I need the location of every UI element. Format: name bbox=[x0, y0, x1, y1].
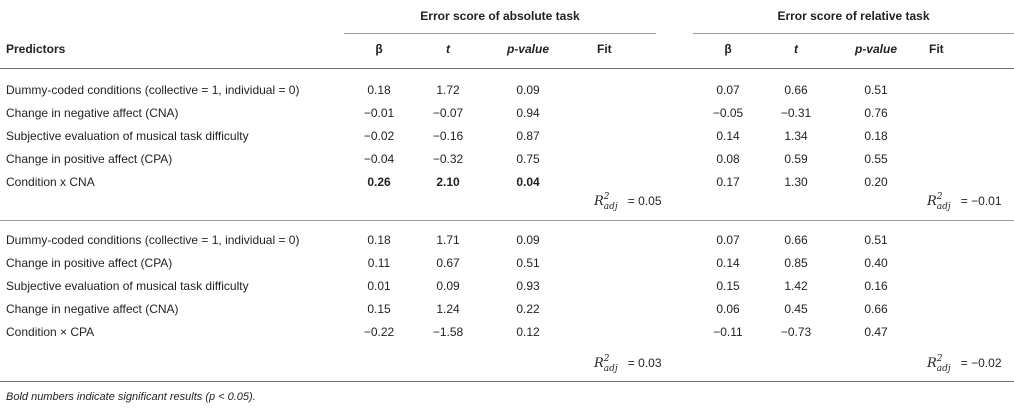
table-row bbox=[0, 103, 1014, 123]
t-abs: 1.72 bbox=[436, 83, 460, 97]
column-header-fit-abs: Fit bbox=[597, 42, 612, 56]
fit-rel: R 2 adj = −0.01 bbox=[927, 192, 1002, 212]
beta-rel: 0.17 bbox=[716, 175, 740, 189]
beta-abs: 0.11 bbox=[367, 256, 391, 270]
p-abs: 0.51 bbox=[516, 256, 540, 270]
t-abs: 0.09 bbox=[436, 279, 460, 293]
p-rel: 0.76 bbox=[864, 106, 888, 120]
beta-rel: 0.06 bbox=[716, 302, 740, 316]
t-abs: 0.67 bbox=[436, 256, 460, 270]
predictor-label: Condition × CPA bbox=[6, 325, 95, 339]
t-rel: 0.85 bbox=[784, 256, 808, 270]
beta-abs: 0.26 bbox=[367, 175, 391, 189]
group-header-absolute: Error score of absolute task bbox=[420, 9, 580, 23]
predictor-label: Change in negative affect (CNA) bbox=[6, 302, 179, 316]
p-abs: 0.75 bbox=[516, 152, 540, 166]
predictor-label: Change in negative affect (CNA) bbox=[6, 106, 179, 120]
predictor-label: Change in positive affect (CPA) bbox=[6, 152, 173, 166]
p-rel: 0.18 bbox=[864, 129, 888, 143]
beta-rel: 0.14 bbox=[716, 129, 740, 143]
t-abs: 1.24 bbox=[436, 302, 460, 316]
group-underline-absolute bbox=[344, 33, 656, 34]
p-abs: 0.04 bbox=[516, 175, 540, 189]
column-header-t-rel: t bbox=[794, 42, 798, 56]
predictor-label: Change in positive affect (CPA) bbox=[6, 256, 173, 270]
beta-rel: 0.08 bbox=[716, 152, 740, 166]
table-row bbox=[0, 126, 1014, 146]
fit-abs: R 2 adj = 0.05 bbox=[594, 192, 662, 212]
table-row bbox=[0, 172, 1014, 192]
beta-abs: −0.01 bbox=[363, 106, 395, 120]
p-abs: 0.87 bbox=[516, 129, 540, 143]
t-rel: 1.30 bbox=[784, 175, 808, 189]
p-abs: 0.09 bbox=[516, 233, 540, 247]
t-rel: −0.31 bbox=[780, 106, 812, 120]
p-abs: 0.93 bbox=[516, 279, 540, 293]
table-row bbox=[0, 253, 1014, 273]
t-rel: 0.59 bbox=[784, 152, 808, 166]
predictor-label: Subjective evaluation of musical task difficulty bbox=[6, 129, 249, 143]
t-abs: 1.71 bbox=[436, 233, 460, 247]
p-rel: 0.55 bbox=[864, 152, 888, 166]
beta-rel: 0.15 bbox=[716, 279, 740, 293]
p-abs: 0.12 bbox=[516, 325, 540, 339]
t-abs: −0.16 bbox=[432, 129, 464, 143]
column-header-fit-rel: Fit bbox=[929, 42, 944, 56]
beta-rel: 0.07 bbox=[716, 83, 740, 97]
beta-abs: 0.01 bbox=[367, 279, 391, 293]
predictor-label: Dummy-coded conditions (collective = 1, individual = 0) bbox=[6, 233, 300, 247]
table-row bbox=[0, 80, 1014, 100]
column-header-p-rel: p-value bbox=[854, 42, 897, 56]
t-rel: 0.66 bbox=[784, 233, 808, 247]
beta-abs: 0.15 bbox=[367, 302, 391, 316]
p-abs: 0.94 bbox=[516, 106, 540, 120]
p-rel: 0.51 bbox=[864, 83, 888, 97]
t-abs: −0.32 bbox=[432, 152, 464, 166]
p-rel: 0.47 bbox=[864, 325, 888, 339]
table-row bbox=[0, 299, 1014, 319]
header-rule bbox=[0, 68, 1014, 69]
predictor-label: Subjective evaluation of musical task difficulty bbox=[6, 279, 249, 293]
p-abs: 0.09 bbox=[516, 83, 540, 97]
p-rel: 0.40 bbox=[864, 256, 888, 270]
column-header-beta-rel: β bbox=[724, 42, 732, 56]
t-rel: 1.34 bbox=[784, 129, 808, 143]
column-header-p-abs: p-value bbox=[506, 42, 549, 56]
table-footnote: Bold numbers indicate significant results (p < 0.05). bbox=[6, 391, 256, 403]
p-rel: 0.16 bbox=[864, 279, 888, 293]
table-row bbox=[0, 276, 1014, 296]
beta-rel: −0.11 bbox=[713, 325, 743, 339]
t-abs: −1.58 bbox=[432, 325, 464, 339]
p-rel: 0.66 bbox=[864, 302, 888, 316]
beta-abs: −0.02 bbox=[363, 129, 395, 143]
t-abs: −0.07 bbox=[432, 106, 464, 120]
column-header-t-abs: t bbox=[446, 42, 450, 56]
group-underline-relative bbox=[693, 33, 1014, 34]
p-abs: 0.22 bbox=[516, 302, 540, 316]
column-header-beta-abs: β bbox=[375, 42, 383, 56]
fit-rel: R 2 adj = −0.02 bbox=[927, 354, 1002, 374]
beta-rel: −0.05 bbox=[712, 106, 744, 120]
t-rel: 1.42 bbox=[784, 279, 808, 293]
bottom-rule bbox=[0, 381, 1014, 382]
beta-abs: −0.22 bbox=[363, 325, 395, 339]
t-rel: −0.73 bbox=[780, 325, 812, 339]
beta-rel: 0.07 bbox=[716, 233, 740, 247]
column-header-predictors: Predictors bbox=[6, 42, 66, 56]
table-row bbox=[0, 322, 1014, 342]
t-rel: 0.45 bbox=[784, 302, 808, 316]
beta-abs: −0.04 bbox=[363, 152, 395, 166]
table-row bbox=[0, 230, 1014, 250]
t-abs: 2.10 bbox=[436, 175, 460, 189]
beta-abs: 0.18 bbox=[367, 83, 391, 97]
table-row bbox=[0, 149, 1014, 169]
t-rel: 0.66 bbox=[784, 83, 808, 97]
predictor-label: Condition x CNA bbox=[6, 175, 95, 189]
p-rel: 0.51 bbox=[864, 233, 888, 247]
predictor-label: Dummy-coded conditions (collective = 1, individual = 0) bbox=[6, 83, 300, 97]
section-divider bbox=[0, 220, 1014, 221]
beta-abs: 0.18 bbox=[367, 233, 391, 247]
p-rel: 0.20 bbox=[864, 175, 888, 189]
fit-abs: R 2 adj = 0.03 bbox=[594, 354, 662, 374]
beta-rel: 0.14 bbox=[716, 256, 740, 270]
group-header-relative: Error score of relative task bbox=[777, 9, 930, 23]
